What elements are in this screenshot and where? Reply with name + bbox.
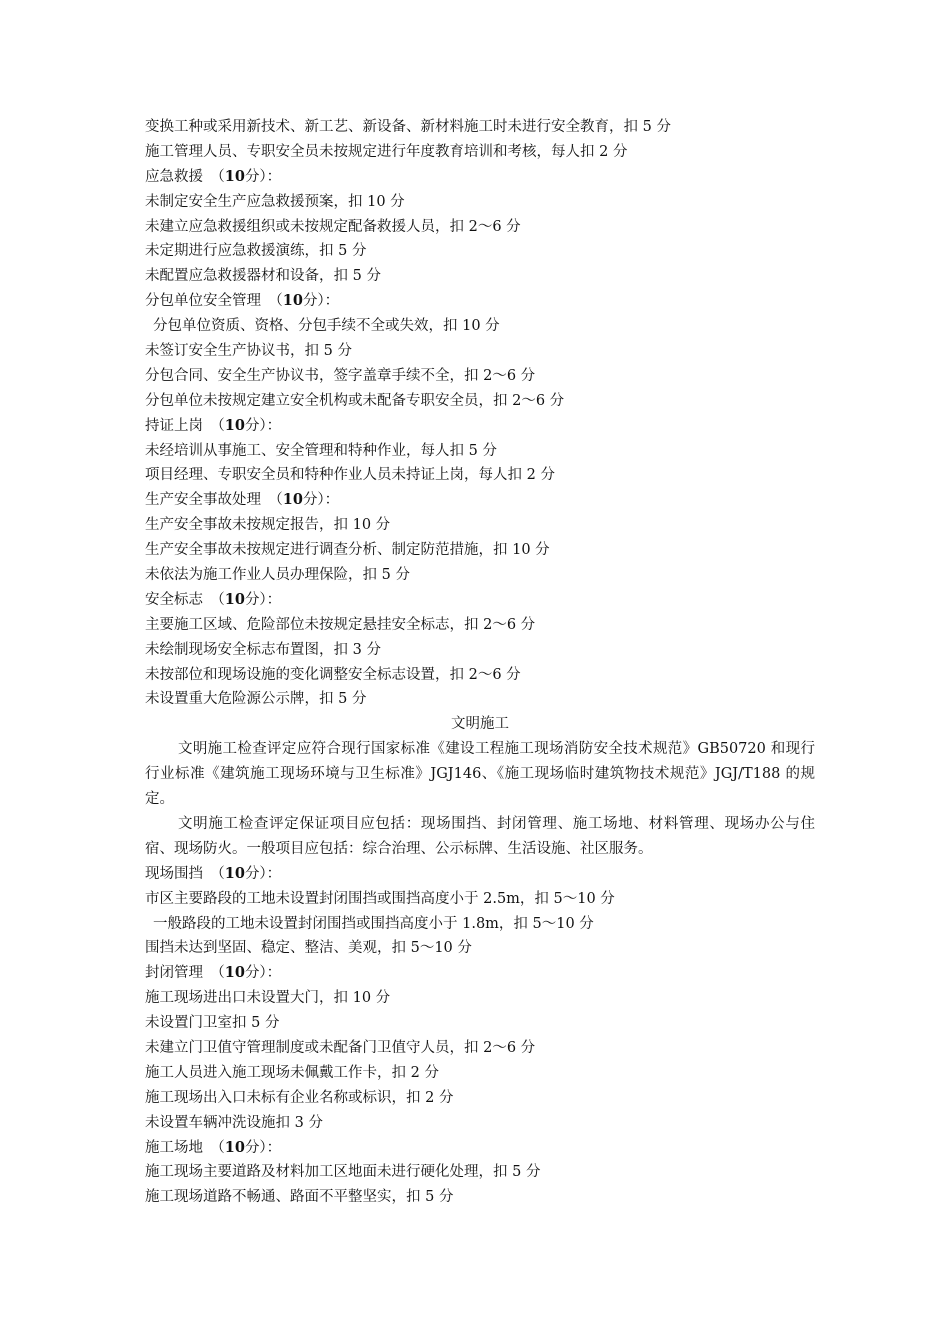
deduction-item: 未设置车辆冲洗设施扣 3 分 [145, 1114, 323, 1131]
section-points: 10 [224, 167, 245, 185]
section-heading: 封闭管理 （10分）： [145, 964, 282, 982]
deduction-item: 未建立门卫值守管理制度或未配备门卫值守人员，扣 2～6 分 [145, 1040, 536, 1057]
deduction-item: 分包单位未按规定建立安全机构或未配备专职安全员，扣 2～6 分 [145, 392, 565, 409]
deduction-item: 未制定安全生产应急救援预案，扣 10 分 [145, 193, 405, 210]
body-paragraph: 文明施工检查评定应符合现行国家标准《建设工程施工现场消防安全技术规范》GB50720 和现行行业标准《建筑施工现场环境与卫生标准》JGJ146、《施工现场临时建筑物技术规范》JGJ/T188 的规定。 [145, 741, 815, 808]
section-points: 10 [224, 964, 245, 982]
deduction-item: 未设置门卫室扣 5 分 [145, 1015, 280, 1032]
section-heading-name: 生产安全事故处理 [145, 492, 261, 509]
deduction-item: 施工人员进入施工现场未佩戴工作卡，扣 2 分 [145, 1064, 439, 1081]
deduction-item: 市区主要路段的工地未设置封闭围挡或围挡高度小于 2.5m，扣 5～10 分 [145, 890, 615, 907]
section-heading-name: 封闭管理 [145, 965, 203, 982]
deduction-item: 围挡未达到坚固、稳定、整洁、美观，扣 5～10 分 [145, 940, 472, 957]
deduction-item: 施工现场进出口未设置大门，扣 10 分 [145, 990, 391, 1007]
section-heading-name: 应急救援 [145, 168, 203, 185]
section-points: 10 [282, 292, 303, 310]
section-heading: 现场围挡 （10分）： [145, 864, 282, 882]
section-points: 10 [224, 416, 245, 434]
section-heading-name: 施工场地 [145, 1139, 203, 1156]
deduction-item: 施工现场出入口未标有企业名称或标识，扣 2 分 [145, 1089, 454, 1106]
deduction-item: 一般路段的工地未设置封闭围挡或围挡高度小于 1.8m，扣 5～10 分 [153, 915, 594, 932]
deduction-item: 未签订安全生产协议书，扣 5 分 [145, 343, 352, 360]
section-heading: 持证上岗 （10分）： [145, 416, 282, 434]
section-heading: 安全标志 （10分）： [145, 590, 282, 608]
deduction-item: 未绘制现场安全标志布置图，扣 3 分 [145, 641, 381, 658]
document-body [145, 115, 815, 1210]
section-heading-name: 安全标志 [145, 591, 203, 608]
section-points: 10 [282, 491, 303, 509]
section-heading: 施工场地 （10分）： [145, 1138, 282, 1156]
body-paragraph: 文明施工检查评定保证项目应包括：现场围挡、封闭管理、施工场地、材料管理、现场办公与住宿、现场防火。一般项目应包括：综合治理、公示标牌、生活设施、社区服务。 [145, 815, 815, 857]
deduction-item: 未配置应急救援器材和设备，扣 5 分 [145, 268, 381, 285]
text-line: 变换工种或采用新技术、新工艺、新设备、新材料施工时未进行安全教育，扣 5 分 [145, 119, 671, 135]
deduction-item: 未按部位和现场设施的变化调整安全标志设置，扣 2～6 分 [145, 666, 521, 683]
deduction-item: 主要施工区域、危险部位未按规定悬挂安全标志，扣 2～6 分 [145, 616, 536, 633]
deduction-item: 未定期进行应急救援演练，扣 5 分 [145, 243, 367, 260]
deduction-item: 生产安全事故未按规定进行调查分析、制定防范措施，扣 10 分 [145, 542, 550, 559]
deduction-item: 未建立应急救援组织或未按规定配备救援人员，扣 2～6 分 [145, 218, 521, 235]
section-points: 10 [224, 1138, 245, 1156]
deduction-item: 未依法为施工作业人员办理保险，扣 5 分 [145, 567, 410, 584]
section-heading-name: 持证上岗 [145, 417, 203, 434]
deduction-item: 施工现场道路不畅通、路面不平整坚实，扣 5 分 [145, 1189, 454, 1206]
deduction-item: 生产安全事故未按规定报告，扣 10 分 [145, 517, 391, 534]
deduction-item: 未经培训从事施工、安全管理和特种作业，每人扣 5 分 [145, 442, 497, 459]
section-points: 10 [224, 864, 245, 882]
deduction-item: 项目经理、专职安全员和特种作业人员未持证上岗，每人扣 2 分 [145, 467, 555, 484]
deduction-item: 未设置重大危险源公示牌，扣 5 分 [145, 691, 367, 708]
section-heading: 应急救援 （10分）： [145, 167, 282, 185]
section-title: 文明施工 [451, 716, 509, 733]
section-heading-name: 现场围挡 [145, 865, 203, 882]
section-heading: 分包单位安全管理 （10分）： [145, 292, 340, 310]
section-heading-name: 分包单位安全管理 [145, 293, 261, 310]
deduction-item: 分包合同、安全生产协议书，签字盖章手续不全，扣 2～6 分 [145, 367, 536, 384]
section-points: 10 [224, 590, 245, 608]
deduction-item: 施工现场主要道路及材料加工区地面未进行硬化处理，扣 5 分 [145, 1164, 541, 1181]
text-line: 施工管理人员、专职安全员未按规定进行年度教育培训和考核，每人扣 2 分 [145, 143, 628, 160]
deduction-item: 分包单位资质、资格、分包手续不全或失效，扣 10 分 [153, 318, 500, 335]
section-heading: 生产安全事故处理 （10分）： [145, 491, 340, 509]
